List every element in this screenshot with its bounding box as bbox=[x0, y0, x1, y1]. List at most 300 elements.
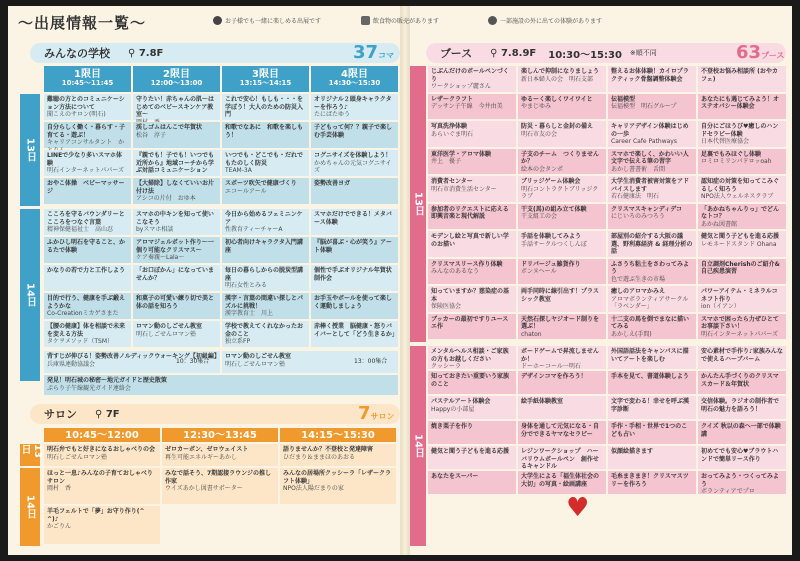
cell-title: 初心者向けキャラクタ入門講座 bbox=[225, 239, 303, 254]
booth-item bbox=[698, 446, 786, 469]
cell-title: アロマジェルポット作り～一個り可能なクリスマス～ bbox=[136, 239, 214, 254]
cell-title: ドリパージュ雑貨作り bbox=[521, 260, 581, 268]
cell-title: 個性で手ぶオリジナル年賀状制作会 bbox=[314, 267, 392, 282]
booth-title: ブース bbox=[440, 47, 473, 60]
booth-item bbox=[608, 66, 696, 92]
cell-title: ブッカーの最初ですりユースエ作 bbox=[431, 315, 509, 330]
booth-item bbox=[428, 176, 516, 202]
booth-item bbox=[518, 259, 606, 285]
cell-title: かんたん手づくりのクリスマスカード＆年賀状 bbox=[701, 373, 779, 388]
booth-item bbox=[608, 231, 696, 257]
cell-title: クリスマスキャンディデコ bbox=[611, 205, 683, 213]
cell-title: 手話を体験してみよう bbox=[521, 233, 582, 240]
school-session-wide bbox=[44, 375, 398, 395]
cell-org: にじいろのみつろう bbox=[611, 213, 665, 220]
booth-item bbox=[698, 314, 786, 340]
school-period-header: 4限目 14:30〜15:30 bbox=[311, 66, 398, 92]
cell-title: コグニサイズを体験しよう！ bbox=[314, 152, 392, 159]
cell-org: 松谷 淳子 bbox=[136, 131, 167, 139]
cell-org: NPO法人陽だまりの家 bbox=[283, 485, 344, 492]
school-session bbox=[44, 237, 131, 263]
cell-org: ロミロミリンパドロッoah bbox=[701, 158, 772, 165]
booth-item bbox=[428, 421, 516, 444]
cell-title: 明石弁でもと好きになるおしゃべりの会 bbox=[47, 446, 156, 453]
cell-title: ほっと一息♪みんなの子育ておしゃべりサロン bbox=[47, 470, 153, 485]
booth-item bbox=[518, 286, 606, 312]
booth-item bbox=[698, 286, 786, 312]
cell-title: じぶんだけのボールペンづくり bbox=[431, 68, 509, 83]
cell-title: 知っておきたい重要いう家族のこと bbox=[431, 373, 510, 388]
cell-title: 写真洗浄体験 bbox=[431, 123, 468, 130]
booth-time: 10:30〜15:30 bbox=[548, 49, 622, 61]
cell-title: 毎日の暮らしからの脱炭型講座 bbox=[225, 267, 304, 282]
cell-org: かごりん bbox=[47, 523, 72, 530]
booth-item bbox=[698, 371, 786, 394]
cell-title: 大学生による「福生体社会の大切」の写真・絵画講座 bbox=[521, 473, 600, 488]
cell-title: かなりの若で力と工作しよう bbox=[47, 267, 126, 274]
cell-title: モデンし絵と写真で新しい学のお描い bbox=[431, 233, 509, 248]
cell-title: 『脳が喜ぶ・心が笑う』アート体験 bbox=[314, 239, 392, 254]
school-session bbox=[222, 237, 309, 263]
school-session bbox=[222, 321, 309, 347]
cell-title: 安心素材で手作り♪家族みんなで使えるハーブバーム bbox=[701, 348, 783, 363]
salon-session bbox=[44, 506, 160, 544]
cell-title: 干支(馬)の組み立て体験 bbox=[521, 205, 587, 213]
cell-title: おやこ体操 ベビーマッサージ bbox=[47, 180, 125, 195]
school-session bbox=[222, 293, 309, 319]
salon-period-header: 12:30〜13:45 bbox=[162, 428, 278, 442]
school-session bbox=[44, 321, 131, 347]
booth-header bbox=[426, 43, 786, 63]
salon-session bbox=[280, 468, 396, 504]
cell-org: 干支組工の会 bbox=[521, 213, 558, 220]
booth-item bbox=[608, 396, 696, 419]
cell-org: 性教育ティーチャーA bbox=[225, 226, 283, 233]
cell-org: ぷらり子午線観光ガイド連絡会 bbox=[47, 384, 131, 392]
cell-title: 知っていますか？慈染症の基本 bbox=[431, 288, 510, 303]
cell-org: エコールアール bbox=[225, 187, 267, 195]
cell-org: ドーホーコール一明石 bbox=[521, 363, 581, 370]
cell-org: 手話サークルつくしんぼ bbox=[521, 240, 587, 248]
cell-title: 整えるお体体験！カイロプラクティック骨盤調整体験会 bbox=[611, 68, 689, 83]
cell-org: 井上 優子 bbox=[431, 158, 462, 165]
salon-day-14: 14日 bbox=[20, 468, 40, 546]
cell-title: スマホだけでできる！メタバース体験 bbox=[314, 211, 392, 226]
school-session bbox=[133, 237, 220, 263]
cell-title: 子支のチーム つくりませんか？ bbox=[521, 150, 600, 165]
cell-org: 明石インターネットパパーズ bbox=[47, 167, 125, 174]
booth-item bbox=[428, 346, 516, 369]
cell-title: あなたをスーパー bbox=[431, 473, 479, 480]
cell-title: 焼き栗子を作り bbox=[431, 423, 474, 430]
booth-item bbox=[428, 286, 516, 312]
cell-org: 再生可能エネルギーあかし bbox=[165, 453, 238, 461]
salon-session bbox=[162, 444, 278, 466]
cell-org: かめちゃんの元気コグニサイズ bbox=[314, 159, 392, 174]
family-icon bbox=[213, 16, 222, 25]
cell-title: これで安心！もしも・・・を学ぼう！大人のための防災入門 bbox=[225, 96, 304, 118]
cell-title: みんなの居場所クッシーラ「レザークラフト体験」 bbox=[283, 470, 392, 485]
cell-org: 精神保健福祉士 高山忍 bbox=[47, 226, 114, 233]
cell-org: Happyの小部屋 bbox=[431, 405, 475, 413]
cell-title: 足裏でもみほぐし体験 bbox=[701, 150, 762, 158]
cell-org: 明石女性とみる bbox=[225, 282, 268, 289]
cell-org: ion（イアン） bbox=[701, 303, 740, 310]
cell-org: 明石コントラクトブリッジクラブ bbox=[521, 185, 599, 200]
school-session bbox=[311, 321, 398, 347]
cell-title: 子どもって何？？親子で楽しむ手芸体験 bbox=[314, 124, 393, 139]
salon-period-header: 10:45〜12:00 bbox=[44, 428, 160, 442]
booth-item bbox=[698, 204, 786, 230]
school-header bbox=[30, 43, 400, 63]
school-session bbox=[133, 122, 220, 148]
cell-org: あらいぐま明石 bbox=[431, 130, 474, 138]
booth-item bbox=[608, 149, 696, 175]
booth-item bbox=[608, 471, 696, 494]
booth-item bbox=[518, 66, 606, 92]
cell-title: 不登校お悩み相談所 (おやカフェ) bbox=[701, 68, 778, 83]
cell-org: ウイズあかし図書サポーター bbox=[165, 485, 243, 492]
booth-item bbox=[518, 204, 606, 230]
cell-org: 兵庫県連動協議会 bbox=[47, 360, 96, 368]
cell-org: クッシーラ bbox=[431, 363, 462, 370]
cell-title: 語りませんか？不登校と発達障害 bbox=[283, 446, 374, 453]
school-gather-time: 10：30集合 bbox=[176, 358, 210, 365]
cell-title: スマホで楽しく、かわいい人文字で伝える筆の習字 bbox=[611, 150, 689, 165]
cell-org: TEAM-3A bbox=[225, 167, 252, 174]
cell-title: 身体を通して元気になる・自分でできるヤマなセラピー bbox=[521, 423, 600, 438]
heart-icon: ♥ bbox=[566, 493, 590, 523]
school-session bbox=[222, 265, 309, 291]
booth-item bbox=[518, 421, 606, 444]
cell-title: 参加者のリクエストに応える即興音楽と現代解説 bbox=[431, 205, 509, 220]
cell-org: 明石しごせんロマン塾 bbox=[47, 453, 108, 461]
salon-day-13: 13日 bbox=[20, 444, 40, 466]
cell-title: 健気と聞う子どもを進る応援 bbox=[701, 233, 780, 240]
salon-header bbox=[30, 404, 400, 424]
booth-item bbox=[428, 204, 516, 230]
cell-org: Co-Creationミカゲさまた bbox=[47, 310, 119, 317]
school-session bbox=[44, 293, 131, 319]
cell-title: デザインコマを作ろう！ bbox=[521, 373, 587, 380]
cell-title: メンタルヘルス相談・ご家族の方もお越しください bbox=[431, 348, 509, 363]
cell-org: Career Cafe Pathways bbox=[611, 138, 677, 145]
cell-title: 【腰の健康】体を相談で未来を変える方法 bbox=[47, 323, 126, 338]
booth-item bbox=[428, 231, 516, 257]
cup-icon bbox=[361, 16, 370, 25]
school-session bbox=[222, 178, 309, 204]
cell-org: chaton bbox=[521, 330, 542, 338]
cell-title: 伝福模型 bbox=[611, 95, 636, 103]
school-period-header: 3限目 13:15〜14:15 bbox=[222, 66, 309, 92]
cell-title: 今日から始めるフェミニンケア bbox=[225, 211, 303, 226]
cell-org: 新日本婦人の会 明石支部 bbox=[521, 75, 594, 83]
legend-item-outside: 一部施設の外に出ての体験があります bbox=[488, 16, 602, 25]
cell-title: クリスマスリース作り体験 bbox=[431, 260, 503, 268]
cell-title: 自分にごほうび♥癒しのハンドセラピー体験 bbox=[701, 123, 779, 138]
booth-item bbox=[608, 286, 696, 312]
cell-title: 【大掃除】しなくていいお片付け法 bbox=[136, 180, 215, 195]
school-session bbox=[133, 94, 220, 120]
cell-org: 明石市友の会 bbox=[521, 130, 558, 138]
salon-session bbox=[162, 468, 278, 504]
cell-org: 明石インターネットパパーズ bbox=[701, 330, 779, 338]
cell-org: 若石健康法 明石 bbox=[611, 193, 660, 200]
school-day-13: 13日 bbox=[20, 94, 40, 206]
school-session bbox=[222, 122, 309, 148]
booth-item bbox=[428, 371, 516, 394]
booth-item bbox=[608, 314, 696, 340]
school-session bbox=[311, 122, 398, 148]
cell-title: 漢字・言葉の間違い探しとパズルに挑戦！ bbox=[225, 295, 304, 310]
booth-item bbox=[698, 121, 786, 147]
cell-org: 岡村 香 bbox=[47, 485, 72, 492]
cell-org: ボンヌヘール bbox=[521, 268, 557, 275]
school-count: 37コマ bbox=[353, 42, 395, 63]
school-session bbox=[311, 150, 398, 176]
cell-title: 防災・暮らしと金封の備え bbox=[521, 123, 594, 130]
cell-org: 色で遊ぶ生きの市場 bbox=[611, 275, 666, 283]
cell-title: レザークラフト bbox=[431, 95, 474, 103]
cell-title: 初めてでも安心♥ブラウトハンドで簡単リース作り bbox=[701, 448, 779, 463]
salon-title: サロン bbox=[44, 408, 77, 421]
legend-item-family: お子様でも一緒に楽しめる出展です bbox=[213, 16, 321, 25]
booth-item bbox=[608, 421, 696, 444]
booth-item bbox=[608, 204, 696, 230]
cell-title: 十二支の馬を倒でまなに描いてみる bbox=[611, 315, 690, 330]
cell-org: 明石しごせんロマン塾 bbox=[225, 360, 286, 368]
cell-title: 目的で行う、健康を手ぶ鍛えようかな bbox=[47, 295, 126, 310]
cell-title: クイズ 秋以の森へ一部で体験講 bbox=[701, 423, 781, 438]
star-icon bbox=[488, 16, 497, 25]
cell-title: 和菓子の可愛い練り切で美と体の話を知ろう bbox=[136, 295, 215, 310]
page bbox=[8, 6, 792, 555]
salon-session bbox=[44, 444, 160, 466]
school-day-14: 14日 bbox=[20, 209, 40, 381]
school-session bbox=[44, 94, 131, 120]
booth-item bbox=[698, 231, 786, 257]
cell-org: ボランティアでプロ bbox=[701, 488, 755, 495]
school-session bbox=[44, 265, 131, 291]
school-session bbox=[133, 209, 220, 235]
cell-org: たにばたゆう bbox=[314, 111, 351, 118]
booth-item bbox=[428, 471, 516, 494]
school-session bbox=[311, 265, 398, 291]
cell-org: byスマホ相談 bbox=[136, 226, 174, 233]
booth-item bbox=[428, 149, 516, 175]
cell-org: 絵本の会タンポ bbox=[521, 165, 564, 173]
cell-title: ゼロカーボン、ゼロウェイスト bbox=[165, 446, 249, 453]
cell-title: 癒しのアロマかみえ bbox=[611, 288, 666, 295]
cell-title: ふさうち粘土をさわってみよう bbox=[611, 260, 689, 275]
school-session bbox=[311, 237, 398, 263]
cell-title: ふかひし明石を守ること、かるたで体験 bbox=[47, 239, 126, 254]
cell-org: 日本代替医療協会 bbox=[701, 138, 750, 145]
school-session bbox=[222, 94, 309, 120]
booth-item bbox=[518, 149, 606, 175]
salon-period-header: 14:15〜15:30 bbox=[280, 428, 396, 442]
cell-title: スポーツ吹矢で健康づくり bbox=[225, 180, 297, 187]
cell-org: アシコの片付 おゆ本 bbox=[136, 195, 196, 202]
booth-item bbox=[518, 231, 606, 257]
booth-item bbox=[698, 259, 786, 285]
booth-item bbox=[698, 396, 786, 419]
cell-title: 『親でも！子でも！いつでも近所から』地域コーチから学ぶ対話コミュニケーション bbox=[136, 152, 215, 174]
cell-title: 健気と聞う子どもを進る応援 bbox=[431, 448, 510, 455]
cell-title: 難聴の方とのコミュニケーション方法について bbox=[47, 96, 125, 111]
booth-item bbox=[698, 94, 786, 120]
cell-org: デッサン子午線 今井由美 bbox=[431, 103, 503, 110]
school-session bbox=[44, 150, 131, 176]
cell-title: おってみよう・つくってみよう bbox=[701, 473, 779, 488]
booth-item bbox=[518, 471, 606, 494]
cell-org: 伝福模型 明石グループ bbox=[611, 103, 677, 110]
cell-title: 赤棒く授業 脳健康・怒りバイバーとして「どう生きるか」 bbox=[314, 323, 398, 338]
booth-note: ※順不同 bbox=[629, 49, 657, 57]
booth-item bbox=[518, 94, 606, 120]
school-session bbox=[133, 321, 220, 347]
cell-org: あかし書書術 舌間 bbox=[611, 165, 666, 173]
booth-item bbox=[518, 176, 606, 202]
school-period-header: 1限目 10:45〜11:45 bbox=[44, 66, 131, 92]
cell-org: あかしえ(手間) bbox=[611, 330, 652, 338]
cell-title: オリジナル２頭身キャラクターを作ろう♪ bbox=[314, 96, 392, 111]
school-floor: ⚲ 7.8F bbox=[128, 47, 164, 59]
booth-item bbox=[428, 94, 516, 120]
cell-title: いつでも・どこでも・だれでもたのしく防災 bbox=[225, 152, 304, 167]
booth-day-14: 14日 bbox=[410, 346, 426, 546]
cell-org: 明石市消費生活センター bbox=[431, 185, 497, 193]
booth-item bbox=[518, 446, 606, 469]
cell-title: 部屋別の紹介する大阪の議選、野利募経済 & 経理分析の話 bbox=[611, 233, 693, 255]
cell-org: タケヲメソッド（TSM） bbox=[47, 338, 113, 345]
school-session bbox=[44, 178, 131, 204]
school-gather-time: 13：00集合 bbox=[354, 358, 388, 365]
booth-item bbox=[428, 66, 516, 92]
cell-title: 文字で変わる！幸せを呼ぶ漢字診断 bbox=[611, 398, 690, 413]
booth-item bbox=[518, 371, 606, 394]
cell-title: 自立調剤Cherishのご紹介&自己疾患演習 bbox=[701, 260, 780, 275]
cell-title: ロマン動のしごせん教室 bbox=[136, 323, 203, 330]
cell-title: 手作・手相・世界で1つのこども占い bbox=[611, 423, 688, 438]
cell-title: 天然石探しヤジオード制りを選ぶ！ bbox=[521, 315, 599, 330]
cell-org: ケア奏親～Lala～ bbox=[136, 254, 185, 261]
school-session bbox=[133, 150, 220, 176]
cell-title: 外国語話法をキャンパスに描いてアートを楽しむ bbox=[611, 348, 689, 363]
school-session bbox=[311, 178, 398, 204]
cell-title: 和歌でなあに 和歌を楽しもう！ bbox=[225, 124, 304, 139]
cell-title: 手本を見て、書道体験しよう bbox=[611, 373, 689, 380]
salon-count: 7サロン bbox=[358, 403, 395, 424]
school-session bbox=[311, 293, 398, 319]
cell-title: 渓しゴムはんこで年賀状 bbox=[136, 124, 203, 131]
booth-item bbox=[518, 314, 606, 340]
cell-org: キャリアコンサルタント か bbox=[47, 139, 125, 146]
cell-org: ひだまり＆ままほのあおる bbox=[283, 453, 356, 461]
cell-title: 交信体験。ラジオの制作者で明石の魅力を語ろう！ bbox=[701, 398, 780, 413]
cell-org: みんなのあるなう bbox=[431, 268, 480, 275]
cell-title: あなたにも遇じてみよう！オステオパシー体験会 bbox=[701, 95, 780, 110]
legend-item-food: 飲食物の販売があります bbox=[361, 16, 439, 25]
cell-title: パステルアート体験会 bbox=[431, 398, 491, 405]
booth-item bbox=[698, 66, 786, 92]
school-period-header: 2限目 12:00〜13:00 bbox=[133, 66, 220, 92]
cell-title: 絵手紙体験教室 bbox=[521, 398, 564, 405]
booth-item bbox=[608, 259, 696, 285]
cell-title: お手玉やボールを使って楽しく運動しましょう bbox=[314, 295, 392, 310]
cell-org: NPO法人ウェルネスクラブ bbox=[701, 193, 774, 200]
cell-org: レモネードスタンド Ohana bbox=[701, 240, 777, 248]
cell-title: 認知症の対策を知ってこみぐるしく知ろう bbox=[701, 178, 780, 193]
school-session bbox=[133, 265, 220, 291]
school-session bbox=[44, 209, 131, 235]
page-fold bbox=[400, 6, 410, 555]
booth-item bbox=[608, 446, 696, 469]
school-session bbox=[222, 209, 309, 235]
salon-floor: ⚲ 7F bbox=[95, 408, 120, 420]
booth-item bbox=[608, 94, 696, 120]
cell-title: 学校で教えてくれなかったお金のこと bbox=[225, 323, 304, 338]
cell-title: 自分らしく働く・暮らす・子育てる・遊ぶ！ bbox=[47, 124, 126, 139]
cell-title: 東洋医学・アロマ体験 bbox=[431, 150, 492, 158]
cell-org: やまじゆみ bbox=[521, 103, 552, 110]
cell-title: 大学生消費者被害対策をアドバイスします bbox=[611, 178, 690, 193]
cell-title: 毛糸まきまき！クリスマスツリーを作ろう bbox=[611, 473, 689, 488]
school-session bbox=[133, 178, 220, 204]
cell-org: 漢字教育士 川上 bbox=[225, 310, 274, 317]
booth-item bbox=[518, 396, 606, 419]
school-session bbox=[311, 94, 398, 120]
salon-session bbox=[44, 468, 160, 504]
cell-title: LINEで少なり多いスマホ体験 bbox=[47, 152, 123, 167]
cell-org: 独立系FP bbox=[225, 338, 251, 345]
cell-title: みなで話そう、7期認接ラウンジの推し作家 bbox=[165, 470, 272, 485]
cell-title: レジンワークショップ ハーバリウムボールペン 創作せるキャンドル bbox=[521, 448, 599, 470]
cell-title: 「お口ぼかん」になっていませんか？ bbox=[136, 267, 215, 282]
booth-item bbox=[698, 149, 786, 175]
school-session bbox=[44, 122, 131, 148]
cell-title: 発見！明石城の秘密～地元ガイドと歴史散策 bbox=[47, 377, 167, 384]
cell-title: 「あかねちゃんりっ」でどんなトコ？ bbox=[701, 205, 780, 220]
cell-org: 聞こえのサロン(明石) bbox=[47, 111, 106, 118]
cell-title: スマホの中キンを知って使いこなそう bbox=[136, 211, 214, 226]
cell-title: 守りたい！赤ちゃんの肌～はじめてのベビースキンケア教室～ bbox=[136, 96, 215, 118]
booth-item bbox=[428, 314, 516, 340]
booth-item bbox=[608, 346, 696, 369]
cell-org: あかね図書館 bbox=[701, 220, 738, 228]
school-title: みんなの学校 bbox=[44, 47, 110, 60]
cell-org: 明石しごせんロマン塾 bbox=[136, 330, 197, 338]
cell-title: ゆるーく楽しくワイワイと bbox=[521, 95, 593, 103]
school-session bbox=[311, 209, 398, 235]
cell-title: ブリッジゲーム体験会 bbox=[521, 178, 581, 185]
booth-item bbox=[518, 121, 606, 147]
booth-item bbox=[698, 176, 786, 202]
cell-title: 両手同時に線引出す！プラスシック教室 bbox=[521, 288, 599, 303]
cell-title: キャリアデザイン体験はじめの一歩 bbox=[611, 123, 689, 138]
cell-title: 似顔絵描きます bbox=[611, 448, 654, 455]
booth-item bbox=[608, 121, 696, 147]
cell-org: アロマボランティアサークル「ラベンダー」 bbox=[611, 295, 689, 310]
booth-item bbox=[428, 121, 516, 147]
booth-item bbox=[698, 346, 786, 369]
booth-item bbox=[518, 346, 606, 369]
cell-title: こころを守るバウンダリーとこころをつなぐ言葉 bbox=[47, 211, 125, 226]
booth-item bbox=[608, 371, 696, 394]
cell-org: ワークショップ麗さん bbox=[431, 83, 491, 90]
school-session bbox=[222, 150, 309, 176]
salon-session bbox=[280, 444, 396, 466]
